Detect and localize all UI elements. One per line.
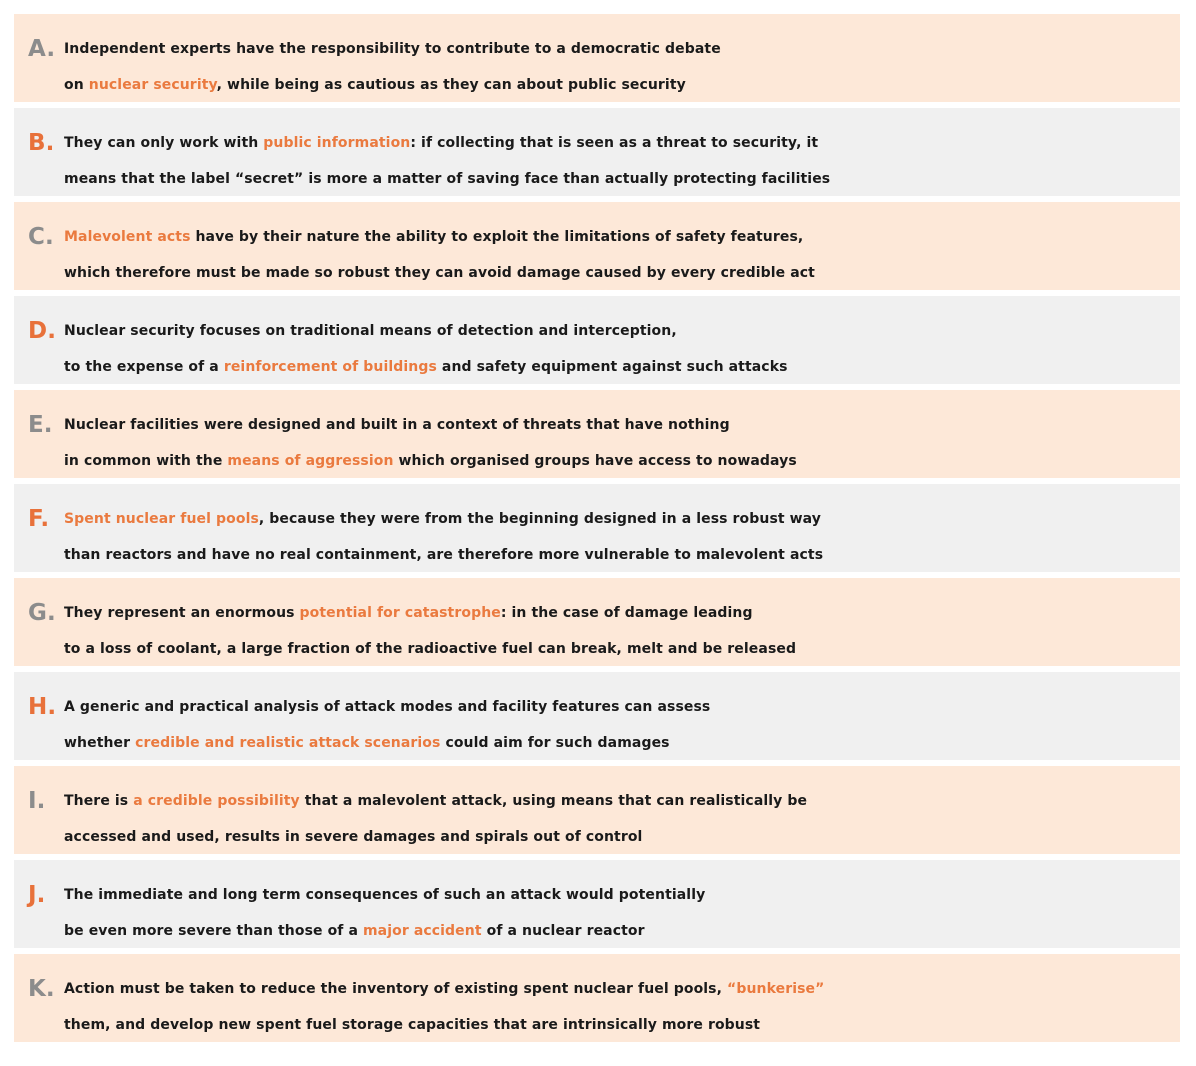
line-text: There is: [64, 793, 134, 809]
line-text: have by their nature the ability to exploit the limitations of safety features,: [190, 229, 804, 245]
statement-item-g: [14, 578, 1180, 666]
line-text: to a loss of coolant, a large fraction of the radioactive fuel can break, melt and be released: [64, 641, 797, 657]
statement-item-h: [14, 672, 1180, 760]
line-text: , because they were from the beginning designed in a less robust way: [258, 511, 822, 527]
line-text: whether: [64, 735, 136, 751]
item-line-1: [64, 783, 1180, 819]
statement-item-c: [14, 202, 1180, 290]
highlight-text: nuclear security: [88, 77, 217, 93]
statement-item-a: [14, 14, 1180, 102]
item-letter: C.: [28, 224, 54, 250]
highlight-text: Malevolent acts: [64, 229, 191, 245]
highlight-text: “bunkerise”: [727, 981, 825, 997]
line-text: Nuclear facilities were designed and built in a context of threats that have nothing: [64, 417, 730, 433]
line-text: which organised groups have access to nowadays: [393, 453, 797, 469]
highlight-text: means of aggression: [227, 453, 394, 469]
line-text: them, and develop new spent fuel storage capacities that are intrinsically more robust: [64, 1017, 761, 1033]
item-line-2: [64, 819, 1180, 855]
line-text: means that the label “secret” is more a matter of saving face than actually protecting facilities: [64, 171, 831, 187]
line-text: A generic and practical analysis of attack modes and facility features can assess: [64, 699, 711, 715]
item-line-1: [64, 125, 1180, 161]
item-line-2: [64, 537, 1180, 573]
item-line-1: [64, 971, 1180, 1007]
item-line-1: [64, 407, 1180, 443]
item-letter: G.: [28, 600, 56, 626]
highlight-text: potential for catastrophe: [299, 605, 501, 621]
line-text: in common with the: [64, 453, 228, 469]
item-line-2: [64, 1007, 1180, 1043]
line-text: which therefore must be made so robust they can avoid damage caused by every credible act: [64, 265, 815, 281]
item-line-2: [64, 349, 1180, 385]
item-line-2: [64, 255, 1180, 291]
item-line-1: [64, 313, 1180, 349]
statement-list: [14, 14, 1180, 1048]
highlight-text: public information: [263, 135, 411, 151]
statement-item-f: [14, 484, 1180, 572]
line-text: and safety equipment against such attacks: [436, 359, 788, 375]
item-line-1: [64, 689, 1180, 725]
line-text: Independent experts have the responsibility to contribute to a democratic debate: [64, 41, 721, 57]
item-line-1: [64, 31, 1180, 67]
item-letter: D.: [28, 318, 57, 344]
item-letter: J.: [28, 882, 46, 908]
item-line-1: [64, 501, 1180, 537]
highlight-text: a credible possibility: [133, 793, 300, 809]
line-text: be even more severe than those of a: [64, 923, 363, 939]
line-text: Nuclear security focuses on traditional means of detection and interception,: [64, 323, 677, 339]
item-line-2: [64, 443, 1180, 479]
line-text: to the expense of a: [64, 359, 224, 375]
highlight-text: reinforcement of buildings: [223, 359, 437, 375]
item-line-2: [64, 913, 1180, 949]
item-line-2: [64, 161, 1180, 197]
line-text: of a nuclear reactor: [481, 923, 645, 939]
item-line-1: [64, 595, 1180, 631]
highlight-text: credible and realistic attack scenarios: [135, 735, 441, 751]
item-letter: A.: [28, 36, 56, 62]
item-letter: K.: [28, 976, 55, 1002]
item-line-2: [64, 67, 1180, 103]
item-letter: I.: [28, 788, 46, 814]
line-text: They represent an enormous: [64, 605, 300, 621]
line-text: Action must be taken to reduce the inventory of existing spent nuclear fuel pools,: [64, 981, 728, 997]
statement-item-k: [14, 954, 1180, 1042]
line-text: that a malevolent attack, using means that can realistically be: [299, 793, 808, 809]
item-letter: B.: [28, 130, 55, 156]
statement-item-i: [14, 766, 1180, 854]
statement-item-d: [14, 296, 1180, 384]
item-letter: F.: [28, 506, 50, 532]
line-text: accessed and used, results in severe damages and spirals out of control: [64, 829, 643, 845]
line-text: The immediate and long term consequences of such an attack would potentially: [64, 887, 706, 903]
item-letter: E.: [28, 412, 53, 438]
item-line-2: [64, 631, 1180, 667]
line-text: : in the case of damage leading: [500, 605, 753, 621]
highlight-text: major accident: [362, 923, 482, 939]
highlight-text: Spent nuclear fuel pools: [64, 511, 259, 527]
item-line-2: [64, 725, 1180, 761]
line-text: could aim for such damages: [440, 735, 670, 751]
item-letter: H.: [28, 694, 57, 720]
line-text: They can only work with: [64, 135, 264, 151]
statement-item-e: [14, 390, 1180, 478]
line-text: : if collecting that is seen as a threat to security, it: [410, 135, 819, 151]
line-text: , while being as cautious as they can about public security: [216, 77, 686, 93]
line-text: on: [64, 77, 89, 93]
statement-item-j: [14, 860, 1180, 948]
statement-item-b: [14, 108, 1180, 196]
item-line-1: [64, 877, 1180, 913]
item-line-1: [64, 219, 1180, 255]
line-text: than reactors and have no real containment, are therefore more vulnerable to malevolent acts: [64, 547, 824, 563]
